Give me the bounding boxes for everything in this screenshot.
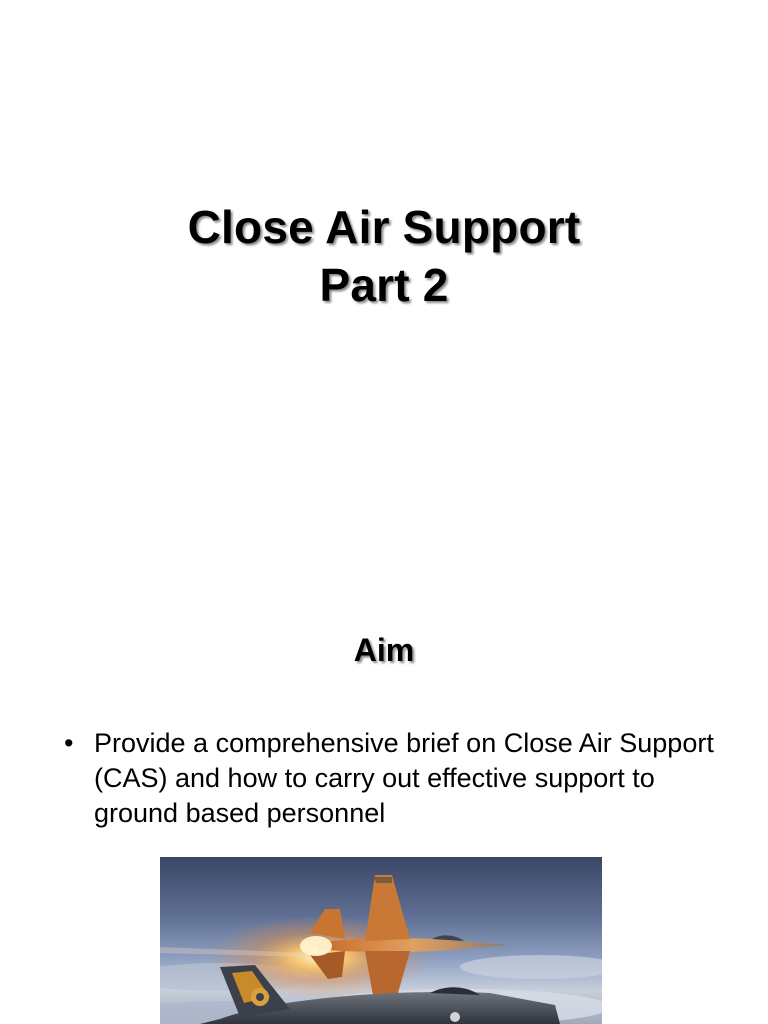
bullet-icon: •	[64, 728, 74, 758]
list-item	[62, 726, 722, 831]
page-title	[0, 198, 768, 314]
slide-aim	[0, 576, 768, 1024]
bullet-list	[62, 726, 722, 831]
fighter-jets-photo	[160, 857, 602, 1024]
title-line-1: Close Air Support	[187, 201, 581, 253]
aim-heading: Aim	[353, 632, 415, 668]
title-line-2: Part 2	[319, 259, 449, 311]
bullet-text: Provide a comprehensive brief on Close Air Support (CAS) and how to carry out effective support to ground based personnel	[94, 728, 714, 828]
